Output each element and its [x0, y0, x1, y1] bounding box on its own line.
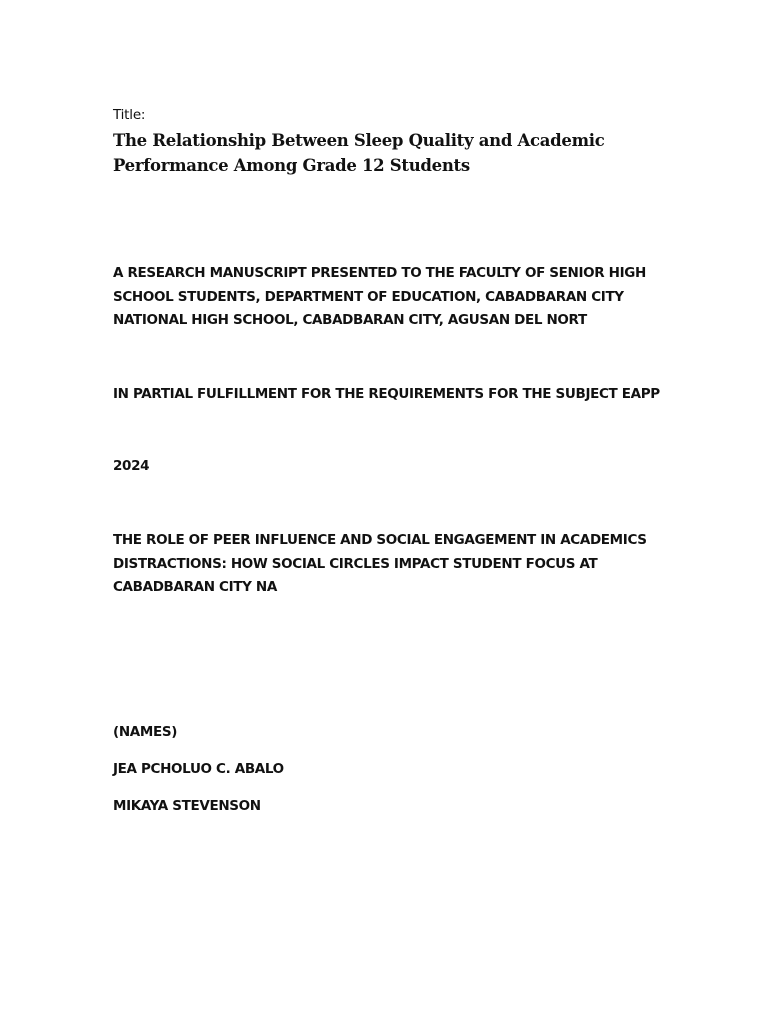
fulfillment-statement: IN PARTIAL FULFILLMENT FOR THE REQUIREMENTS FOR THE SUBJECT EAPP	[113, 386, 660, 402]
names-label: (NAMES)	[113, 724, 178, 740]
manuscript-line: A RESEARCH MANUSCRIPT PRESENTED TO THE FACULTY OF SENIOR HIGH	[113, 265, 646, 281]
title-label: Title:	[113, 107, 146, 123]
manuscript-line: SCHOOL STUDENTS, DEPARTMENT OF EDUCATION, CABADBARAN CITY	[113, 288, 624, 305]
topic-line: CABADBARAN CITY NA	[113, 579, 277, 595]
title-line: The Relationship Between Sleep Quality and Academic	[113, 131, 605, 150]
title-line: Performance Among Grade 12 Students	[113, 156, 470, 175]
author-name: JEA PCHOLUO C. ABALO	[113, 761, 284, 777]
year: 2024	[113, 458, 150, 474]
topic-line: THE ROLE OF PEER INFLUENCE AND SOCIAL ENGAGEMENT IN ACADEMICS	[113, 532, 647, 548]
document-title	[113, 128, 633, 178]
research-topic	[113, 529, 673, 600]
manuscript-statement	[113, 262, 673, 333]
manuscript-line: NATIONAL HIGH SCHOOL, CABADBARAN CITY, AGUSAN DEL NORT	[113, 312, 587, 328]
topic-line: DISTRACTIONS: HOW SOCIAL CIRCLES IMPACT STUDENT FOCUS AT	[113, 555, 598, 572]
author-name: MIKAYA STEVENSON	[113, 798, 261, 814]
